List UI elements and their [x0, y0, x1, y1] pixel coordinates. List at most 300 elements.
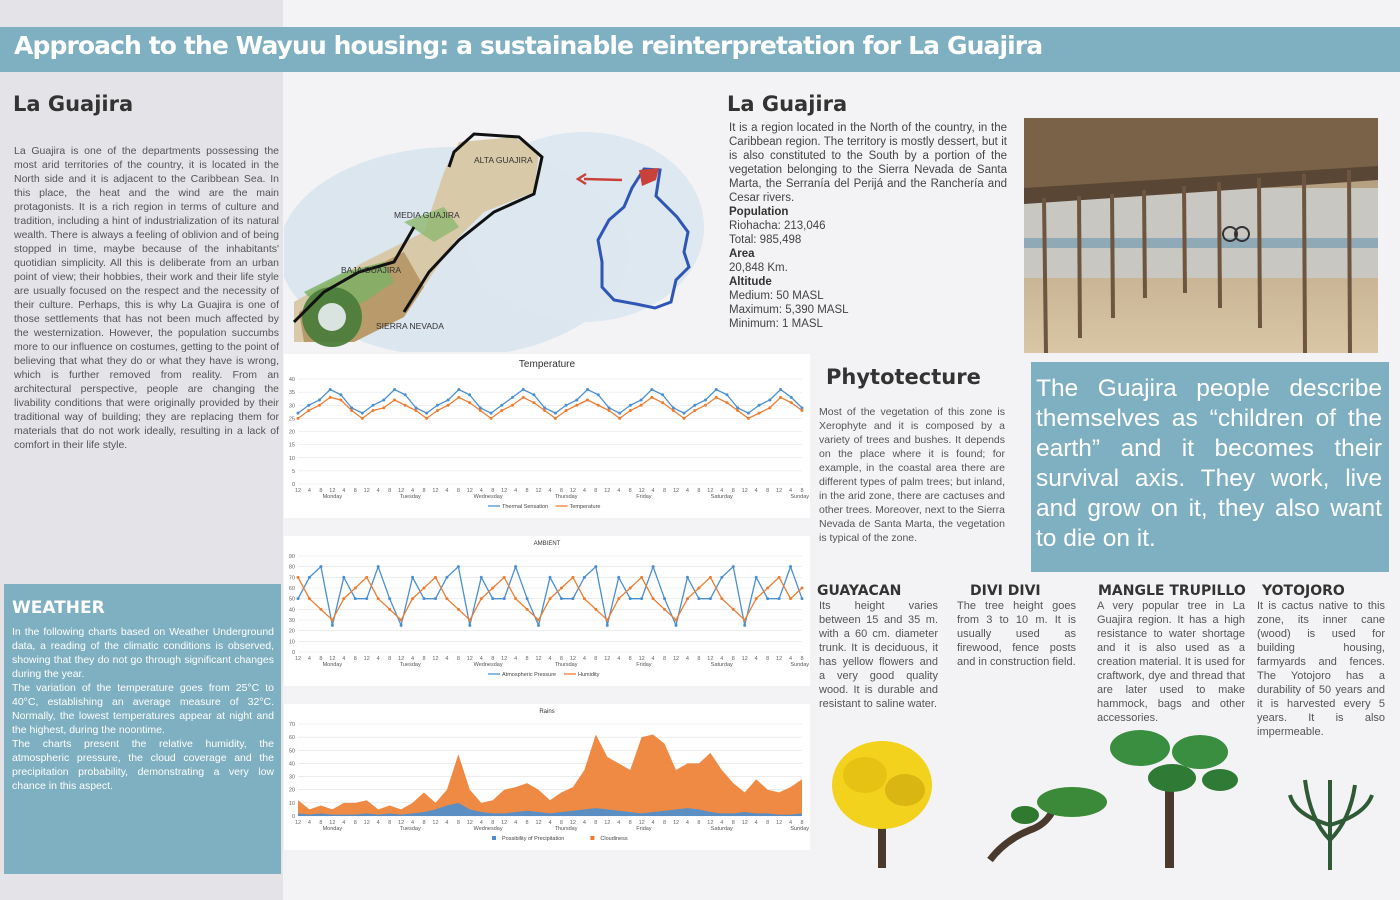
x-tick-label: 12 [741, 820, 748, 826]
x-tick-label: 4 [342, 656, 346, 662]
x-tick-label: 8 [766, 820, 770, 826]
data-point [606, 624, 609, 627]
data-point [393, 399, 396, 402]
data-point [445, 576, 448, 579]
data-point [457, 388, 460, 391]
data-point [372, 409, 375, 412]
data-point [400, 619, 403, 622]
x-tick-label: 4 [685, 656, 689, 662]
series-line [298, 397, 802, 418]
x-tick-label: 4 [720, 656, 724, 662]
y-tick-label: 40 [288, 377, 295, 383]
data-point [404, 404, 407, 407]
map-label-media: MEDIA GUAJIRA [394, 210, 460, 220]
data-point [434, 597, 437, 600]
data-point [686, 597, 689, 600]
x-tick-label: 8 [422, 656, 426, 662]
data-point [747, 417, 750, 420]
y-tick-label: 40 [288, 761, 295, 768]
legend-label: Thermal Sensation [502, 504, 549, 510]
data-point [683, 417, 686, 420]
day-label: Sunday [790, 826, 810, 832]
y-tick-label: 50 [288, 596, 295, 603]
x-tick-label: 8 [422, 488, 426, 494]
data-point [709, 576, 712, 579]
data-point [629, 404, 632, 407]
x-tick-label: 12 [432, 656, 439, 662]
x-tick-label: 8 [456, 488, 460, 494]
x-tick-label: 12 [363, 820, 370, 826]
x-tick-label: 4 [548, 488, 552, 494]
x-tick-label: 8 [731, 488, 735, 494]
x-tick-label: 8 [628, 656, 632, 662]
ambient-chart [284, 536, 810, 686]
day-label: Saturday [710, 494, 733, 500]
data-point [661, 401, 664, 404]
day-label: Sunday [790, 494, 810, 500]
data-point [434, 576, 437, 579]
data-point [565, 409, 568, 412]
x-tick-label: 4 [376, 656, 380, 662]
data-point [629, 597, 632, 600]
x-tick-label: 8 [697, 488, 701, 494]
x-tick-label: 12 [398, 488, 405, 494]
day-label: Saturday [710, 662, 733, 668]
phyto-heading: Phytotecture [826, 365, 981, 389]
x-tick-label: 12 [294, 820, 302, 826]
info-block [729, 121, 1007, 331]
x-tick-label: 8 [559, 820, 563, 826]
x-tick-label: 12 [432, 820, 439, 826]
data-point [672, 409, 675, 412]
x-tick-label: 12 [398, 820, 405, 826]
data-point [500, 409, 503, 412]
map-label-baja: BAJA GUAJIRA [341, 265, 401, 275]
data-point [675, 619, 678, 622]
data-point [583, 597, 586, 600]
data-point [425, 417, 428, 420]
day-label: Friday [636, 826, 652, 832]
data-point [650, 396, 653, 399]
x-tick-label: 8 [319, 820, 323, 826]
x-tick-label: 12 [776, 820, 783, 826]
data-point [457, 565, 460, 568]
day-label: Tuesday [399, 662, 421, 668]
data-point [549, 597, 552, 600]
x-tick-label: 4 [582, 488, 586, 494]
x-tick-label: 8 [456, 656, 460, 662]
x-tick-label: 12 [501, 656, 508, 662]
data-point [663, 608, 666, 611]
x-tick-label: 8 [525, 820, 529, 826]
data-point [747, 412, 750, 415]
chart-title: Rains [539, 709, 555, 715]
x-tick-label: 8 [525, 488, 529, 494]
data-point [468, 624, 471, 627]
x-tick-label: 4 [445, 656, 449, 662]
tree-text-yotojoro: It is cactus native to this zone, its inner cane (wood) is used for building housing, farmyards and fences. The Yotojoro has a durability of 50 years and it is harvested every 5 years. It is also impermeable. [1257, 600, 1385, 738]
data-point [597, 404, 600, 407]
tree-text-guayacan: Its height varies between 15 and 35 m. with a 60 cm. diameter trunk. It is deciduous, it has yellow flowers and a very good quality wood. It is durable and resistant to saline water. [819, 600, 938, 710]
x-tick-label: 4 [685, 820, 689, 826]
data-point [565, 404, 568, 407]
data-point [801, 597, 804, 600]
x-tick-label: 4 [754, 656, 758, 662]
population-riohacha: Riohacha: 213,046 [729, 220, 826, 232]
y-tick-label: 70 [288, 575, 295, 582]
x-tick-label: 12 [638, 820, 645, 826]
data-point [400, 624, 403, 627]
data-point [725, 393, 728, 396]
x-tick-label: 12 [604, 656, 611, 662]
data-point [715, 388, 718, 391]
data-point [755, 597, 758, 600]
data-point [790, 401, 793, 404]
x-tick-label: 12 [776, 656, 783, 662]
y-tick-label: 10 [288, 639, 295, 646]
chart-title: AMBIENT [533, 541, 561, 547]
left-body-text: La Guajira is one of the departments possessing the most arid territories of the country, it is located in the North side and it is adjacent to the Caribbean Sea. In this place, the heat and the wind are the main protagonists. It is a rich region in terms of culture and tradition, including a hint of industrialization of its natural wealth. There is always a feeling of oblivion and of being stopped in time, maybe because of the inhabitants' quotidian simplicity. All this is deliberate from an urban point of view; their hobbies, their work and their life style are usually focused on the respect and the necessity of their culture. Perhaps, this is why La Guajira is one of those settlements that has not been much affected by the westernization. However, the population succumbs more to our influence on costumes, getting to the point of believing that what they do or what they have is wrong, which is further removed from reality. From an architectural perspective, people are changing the livability conditions that were originally provided by their traditional way of building; they are replacing them for materials that do not work ideally, resulting in a lack of comfort in their life style. [14, 145, 279, 451]
data-point [725, 401, 728, 404]
data-point [736, 409, 739, 412]
x-tick-label: 4 [548, 656, 552, 662]
x-tick-label: 4 [342, 820, 346, 826]
yotojoro-cactus-icon [1290, 780, 1372, 870]
data-point [537, 624, 540, 627]
x-tick-label: 12 [363, 488, 370, 494]
data-point [607, 406, 610, 409]
x-tick-label: 12 [604, 820, 611, 826]
data-point [404, 393, 407, 396]
data-point [758, 412, 761, 415]
x-tick-label: 12 [672, 488, 680, 494]
data-point [342, 597, 345, 600]
data-point [743, 619, 746, 622]
y-tick-label: 30 [288, 774, 295, 781]
day-label: Wednesday [473, 662, 503, 668]
altitude-label: Altitude [729, 276, 772, 288]
data-point [549, 576, 552, 579]
data-point [365, 597, 368, 600]
x-tick-label: 4 [307, 656, 311, 662]
x-tick-label: 8 [422, 820, 426, 826]
data-point [393, 388, 396, 391]
data-point [526, 597, 529, 600]
area-value: 20,848 Km. [729, 262, 788, 274]
data-point [697, 587, 700, 590]
x-tick-label: 12 [363, 656, 370, 662]
data-point [354, 587, 357, 590]
x-tick-label: 8 [800, 820, 804, 826]
x-tick-label: 12 [535, 488, 542, 494]
weather-paragraph-2: The variation of the temperature goes from 25°C to 40°C, establishing an average measure of 32°C. Normally, the lowest temperatures appear at night and the highest, during the noontime. [12, 682, 274, 736]
tree-name-yotojoro: YOTOJORO [1262, 583, 1345, 599]
data-point [560, 587, 563, 590]
info-description: It is a region located in the North of the country, in the Caribbean region. The territory is mostly dessert, but it is also constituted to the South by a portion of the vegetation belonging to the Sierra Nevada de Santa Marta, the Serranía del Perijá and the Ranchería and Cesar rivers. [729, 122, 1007, 204]
data-point [789, 565, 792, 568]
data-point [480, 576, 483, 579]
population-total: Total: 985,498 [729, 234, 802, 246]
data-point [339, 393, 342, 396]
data-point [640, 576, 643, 579]
weather-paragraph-1: In the following charts based on Weather Underground data, a reading of the climatic conditions is observed, showing that they do not go through significant changes during the year. [12, 626, 274, 680]
data-point [468, 401, 471, 404]
data-point [709, 597, 712, 600]
data-point [350, 409, 353, 412]
data-point [447, 404, 450, 407]
data-point [297, 576, 300, 579]
y-tick-label: 60 [288, 735, 295, 742]
x-tick-label: 4 [582, 820, 586, 826]
legend-label: Temperature [569, 504, 601, 510]
x-tick-label: 12 [741, 656, 748, 662]
data-point [640, 399, 643, 402]
y-tick-label: 60 [288, 586, 295, 592]
data-point [319, 565, 322, 568]
data-point [640, 404, 643, 407]
info-heading: La Guajira [727, 92, 848, 116]
series-line [298, 567, 802, 626]
data-point [526, 608, 529, 611]
x-tick-label: 4 [445, 488, 449, 494]
rains-chart [284, 704, 810, 850]
data-point [480, 597, 483, 600]
data-point [414, 406, 417, 409]
data-point [457, 608, 460, 611]
x-tick-label: 4 [685, 488, 689, 494]
x-tick-label: 8 [800, 656, 804, 662]
x-tick-label: 12 [329, 656, 336, 662]
data-point [490, 412, 493, 415]
x-tick-label: 12 [707, 488, 714, 494]
weather-text [12, 625, 274, 793]
data-point [543, 409, 546, 412]
data-point [522, 396, 525, 399]
x-tick-label: 12 [569, 820, 576, 826]
weather-heading: WEATHER [12, 598, 105, 618]
data-point [629, 587, 632, 590]
legend-label: Possibility of Precipitation [502, 836, 565, 842]
y-tick-label: 10 [288, 455, 295, 462]
data-point [586, 388, 589, 391]
data-point [693, 404, 696, 407]
data-point [652, 597, 655, 600]
data-point [532, 393, 535, 396]
x-tick-label: 4 [651, 656, 655, 662]
day-label: Monday [322, 826, 343, 832]
x-tick-label: 4 [307, 488, 311, 494]
data-point [571, 576, 574, 579]
x-tick-label: 8 [594, 488, 598, 494]
data-point [318, 404, 321, 407]
day-label: Tuesday [399, 826, 421, 832]
data-point [743, 624, 746, 627]
data-point [778, 576, 781, 579]
data-point [308, 597, 311, 600]
data-point [329, 396, 332, 399]
y-tick-label: 35 [288, 390, 295, 397]
day-label: Friday [636, 494, 652, 500]
data-point [490, 417, 493, 420]
data-point [365, 576, 368, 579]
data-point [331, 619, 334, 622]
data-point [618, 412, 621, 415]
legend-swatch [590, 836, 594, 840]
data-point [388, 597, 391, 600]
x-tick-label: 4 [445, 820, 449, 826]
x-tick-label: 8 [353, 488, 357, 494]
legend-swatch [492, 836, 496, 840]
x-tick-label: 12 [329, 820, 336, 826]
data-point [766, 587, 769, 590]
y-tick-label: 40 [288, 607, 295, 614]
x-tick-label: 4 [342, 488, 346, 494]
data-point [704, 399, 707, 402]
x-tick-label: 4 [617, 656, 621, 662]
data-point [522, 388, 525, 391]
left-heading: La Guajira [13, 92, 134, 116]
x-tick-label: 8 [491, 488, 495, 494]
x-tick-label: 8 [628, 488, 632, 494]
x-tick-label: 4 [411, 820, 415, 826]
x-tick-label: 12 [638, 656, 645, 662]
data-point [758, 404, 761, 407]
y-tick-label: 50 [288, 748, 295, 755]
data-point [297, 417, 300, 420]
y-tick-label: 20 [288, 628, 295, 635]
data-point [532, 401, 535, 404]
tree-name-guayacan: GUAYACAN [817, 583, 902, 599]
data-point [423, 587, 426, 590]
data-point [583, 576, 586, 579]
y-tick-label: 20 [288, 429, 295, 436]
data-point [732, 608, 735, 611]
x-tick-label: 8 [388, 820, 392, 826]
data-point [319, 608, 322, 611]
mangle-trupillo-tree-icon [1110, 730, 1238, 868]
x-tick-label: 12 [501, 488, 508, 494]
data-point [554, 412, 557, 415]
x-tick-label: 12 [466, 656, 473, 662]
x-tick-label: 8 [491, 656, 495, 662]
data-point [329, 388, 332, 391]
altitude-maximum: Maximum: 5,390 MASL [729, 304, 849, 316]
wayuu-house-photo [1024, 118, 1378, 353]
data-point [500, 404, 503, 407]
data-point [503, 576, 506, 579]
tree-text-divi-divi: The tree height goes from 3 to 10 m. It is usually used as firewood, fence posts and in construction field. [957, 600, 1076, 668]
x-tick-label: 12 [535, 820, 542, 826]
data-point [789, 597, 792, 600]
y-tick-label: 0 [291, 650, 295, 656]
tree-name-mangle-trupillo: MANGLE TRUPILLO [1098, 583, 1246, 599]
y-tick-label: 10 [288, 800, 295, 807]
x-tick-label: 12 [672, 656, 680, 662]
data-point [618, 417, 621, 420]
x-tick-label: 4 [479, 820, 483, 826]
data-point [307, 409, 310, 412]
data-point [297, 412, 300, 415]
x-tick-label: 4 [754, 488, 758, 494]
data-point [779, 388, 782, 391]
x-tick-label: 4 [411, 488, 415, 494]
x-tick-label: 8 [697, 820, 701, 826]
data-point [342, 576, 345, 579]
day-label: Thursday [554, 662, 578, 668]
area-label: Area [729, 248, 755, 260]
data-point [683, 412, 686, 415]
x-tick-label: 8 [766, 488, 770, 494]
day-label: Wednesday [473, 494, 503, 500]
data-point [650, 388, 653, 391]
guajira-map [284, 112, 704, 352]
x-tick-label: 12 [741, 488, 748, 494]
tree-illustrations [820, 730, 1390, 875]
x-tick-label: 12 [294, 488, 302, 494]
x-tick-label: 8 [697, 656, 701, 662]
data-point [297, 597, 300, 600]
data-point [318, 399, 321, 402]
x-tick-label: 4 [479, 656, 483, 662]
legend-label: Humidity [578, 672, 600, 678]
x-tick-label: 12 [329, 488, 336, 494]
data-point [468, 393, 471, 396]
data-point [686, 576, 689, 579]
data-point [704, 404, 707, 407]
x-tick-label: 8 [456, 820, 460, 826]
data-point [554, 417, 557, 420]
altitude-minimum: Minimum: 1 MASL [729, 318, 823, 330]
data-point [629, 409, 632, 412]
data-point [388, 608, 391, 611]
x-tick-label: 12 [707, 656, 714, 662]
quote-text: The Guajira people describe themselves as “children of the earth” and it becomes their survival axis. They work, live and grow on it, they also want to die on it. [1036, 375, 1382, 552]
data-point [652, 565, 655, 568]
x-tick-label: 8 [731, 656, 735, 662]
y-tick-label: 5 [291, 468, 295, 475]
day-label: Monday [322, 662, 343, 668]
x-tick-label: 4 [617, 488, 621, 494]
day-label: Thursday [554, 826, 578, 832]
data-point [617, 576, 620, 579]
data-point [425, 412, 428, 415]
x-tick-label: 12 [569, 656, 576, 662]
x-tick-label: 8 [319, 656, 323, 662]
altitude-medium: Medium: 50 MASL [729, 290, 824, 302]
data-point [597, 393, 600, 396]
data-point [447, 399, 450, 402]
data-point [663, 597, 666, 600]
x-tick-label: 12 [432, 488, 439, 494]
data-point [693, 409, 696, 412]
data-point [594, 565, 597, 568]
data-point [382, 399, 385, 402]
x-tick-label: 8 [628, 820, 632, 826]
y-tick-label: 80 [288, 564, 295, 571]
x-tick-label: 8 [388, 488, 392, 494]
temperature-chart [284, 354, 810, 518]
x-tick-label: 8 [731, 820, 735, 826]
x-tick-label: 8 [594, 656, 598, 662]
data-point [790, 396, 793, 399]
x-tick-label: 12 [501, 820, 508, 826]
x-tick-label: 8 [353, 656, 357, 662]
y-tick-label: 25 [288, 416, 295, 423]
y-tick-label: 70 [288, 722, 295, 728]
x-tick-label: 4 [789, 820, 793, 826]
x-tick-label: 8 [663, 820, 667, 826]
data-point [491, 597, 494, 600]
